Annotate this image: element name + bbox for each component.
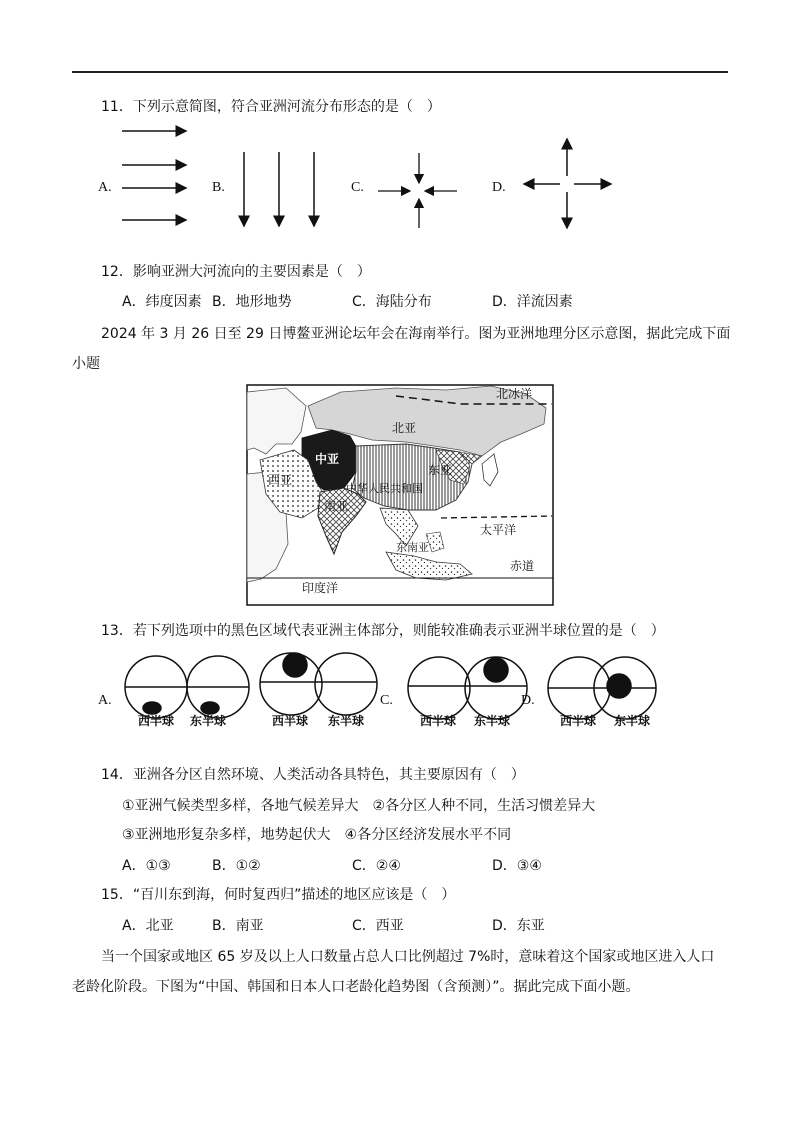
q14-option-c: C．②④ xyxy=(352,858,401,874)
q13-option-c-label: C. xyxy=(380,693,393,708)
q12-stem: 12．影响亚洲大河流向的主要因素是（ ） xyxy=(101,264,371,280)
intro-paragraph-2-line-1: 当一个国家或地区 65 岁及以上人口数量占总人口比例超过 7%时，意味着这个国家或地区进入人口 xyxy=(101,949,715,965)
label-indian-ocean: 印度洋 xyxy=(302,581,339,595)
q11-stem: 11．下列示意简图，符合亚洲河流分布形态的是（ ） xyxy=(101,99,441,115)
q14-statements-line-2: ③亚洲地形复杂多样，地势起伏大 ④各分区经济发展水平不同 xyxy=(122,827,512,843)
intro-paragraph-1-line-2: 小题 xyxy=(72,356,100,372)
intro-paragraph-1-line-1: 2024 年 3 月 26 日至 29 日博鳌亚洲论坛年会在海南举行。图为亚洲地理分区示意图，据此完成下面 xyxy=(101,326,731,342)
label-equator: 赤道 xyxy=(510,559,535,573)
q15-option-c: C．西亚 xyxy=(352,918,404,934)
q11-diagram-a xyxy=(122,131,186,220)
q12-option-c: C．海陆分布 xyxy=(352,294,432,310)
q13-b-east-hemisphere-label: 东半球 xyxy=(328,714,365,728)
q11-option-a-label: A. xyxy=(98,180,112,195)
q13-a-west-hemisphere-label: 西半球 xyxy=(138,714,175,728)
header-rule xyxy=(72,71,728,73)
label-pacific-ocean: 太平洋 xyxy=(480,523,517,537)
q13-b-west-hemisphere-label: 西半球 xyxy=(272,714,309,728)
q12-option-a: A．纬度因素 xyxy=(122,294,202,310)
label-north-asia: 北亚 xyxy=(392,421,417,435)
q13-diagram-c xyxy=(408,657,527,719)
q13-option-d-label: D. xyxy=(521,693,535,708)
label-central-asia: 中亚 xyxy=(315,452,340,466)
q11-option-d-label: D. xyxy=(492,180,506,195)
q12-option-b: B．地形地势 xyxy=(212,294,292,310)
q11-diagram-d xyxy=(524,139,611,228)
q13-d-east-hemisphere-label: 东半球 xyxy=(614,714,651,728)
q15-option-a: A．北亚 xyxy=(122,918,174,934)
label-east-asia: 东亚 xyxy=(428,463,453,477)
q15-stem: 15．“百川东到海，何时复西归”描述的地区应该是（ ） xyxy=(101,887,456,903)
q12-option-d: D．洋流因素 xyxy=(492,294,573,310)
q11-diagram-c xyxy=(378,153,457,228)
q14-option-b: B．①② xyxy=(212,858,261,874)
q11-arrow-diagrams xyxy=(0,120,800,235)
q11-diagram-b xyxy=(244,152,314,226)
label-arctic-ocean: 北冰洋 xyxy=(496,387,533,401)
q13-stem: 13．若下列选项中的黑色区域代表亚洲主体部分，则能较准确表示亚洲半球位置的是（ ） xyxy=(101,623,665,639)
q11-option-c-label: C. xyxy=(351,180,364,195)
q11-option-b-label: B. xyxy=(212,180,225,195)
q13-c-west-hemisphere-label: 西半球 xyxy=(420,714,457,728)
q14-option-d: D．③④ xyxy=(492,858,542,874)
intro-paragraph-2-line-2: 老龄化阶段。下图为“中国、韩国和日本人口老龄化趋势图（含预测）”。据此完成下面小题。 xyxy=(72,979,640,995)
q13-diagram-a xyxy=(125,656,249,718)
label-southeast-asia: 东南亚 xyxy=(396,541,429,554)
q13-diagram-d xyxy=(548,657,656,719)
q13-hemisphere-diagrams xyxy=(0,645,800,740)
q15-option-d: D．东亚 xyxy=(492,918,545,934)
q13-c-east-hemisphere-label: 东半球 xyxy=(474,714,511,728)
q14-statements-line-1: ①亚洲气候类型多样，各地气候差异大 ②各分区人种不同，生活习惯差异大 xyxy=(122,798,596,814)
q13-diagram-b xyxy=(260,653,377,715)
q13-a-east-hemisphere-label: 东半球 xyxy=(190,714,227,728)
label-south-asia: 南亚 xyxy=(324,499,349,513)
q14-option-a: A．①③ xyxy=(122,858,171,874)
q15-option-b: B．南亚 xyxy=(212,918,264,934)
asia-region-map xyxy=(246,384,554,606)
q13-d-west-hemisphere-label: 西半球 xyxy=(560,714,597,728)
label-china: 中华人民共和国 xyxy=(346,482,423,495)
q13-option-a-label: A. xyxy=(98,693,112,708)
label-west-asia: 西亚 xyxy=(268,473,293,487)
q14-stem: 14．亚洲各分区自然环境、人类活动各具特色，其主要原因有（ ） xyxy=(101,767,525,783)
